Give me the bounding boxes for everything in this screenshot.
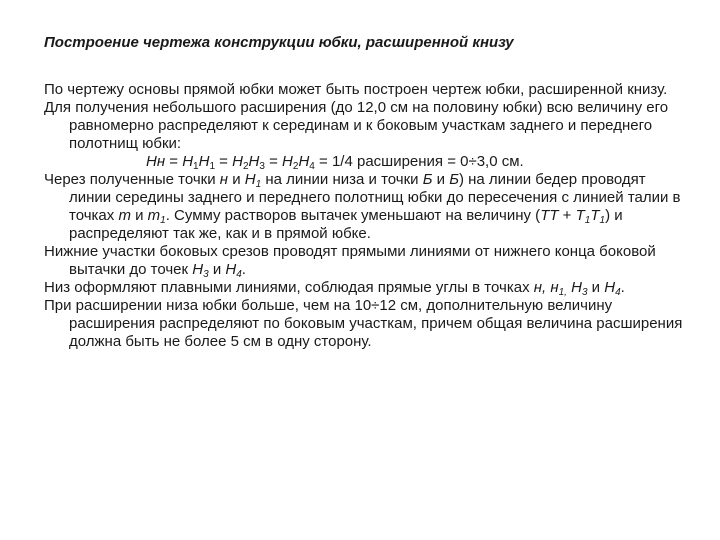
slide-body — [44, 81, 684, 351]
formula-term: Н — [298, 153, 310, 170]
point-subscript: 4 — [615, 287, 621, 298]
text-run: Низ оформляют плавными линиями, соблюдая прямые углы в точках — [44, 279, 534, 296]
text-run: . — [241, 261, 246, 278]
text-run: ) и распределяют так же, как и в прямой юбке. — [69, 207, 623, 242]
formula-term: Нн — [146, 153, 166, 170]
point-subscript: 1 — [255, 179, 262, 190]
point-label: н — [550, 279, 559, 296]
point-label: Т — [575, 207, 585, 224]
formula-sub: 2 — [242, 161, 249, 172]
point-label: т — [118, 207, 131, 224]
point-label: Н — [566, 279, 582, 296]
point-subscript: 4 — [236, 269, 242, 280]
point-subscript: 3 — [203, 269, 209, 280]
formula-sub: 4 — [309, 161, 315, 172]
text-run: ) на линии бедер проводят линии середины заднего и переднего полотнищ юбки до пересечения с линией талии в точках — [69, 171, 681, 224]
paragraph-construction-lines — [44, 171, 684, 243]
text-run: и — [432, 171, 450, 188]
formula-eq: = — [264, 153, 283, 170]
formula-eq: = — [215, 153, 233, 170]
point-label: Б — [449, 171, 459, 188]
point-label: ТТ — [540, 207, 559, 224]
text-run: на линии низа и точки — [261, 171, 423, 188]
paragraph-side-seams — [44, 243, 684, 279]
text-run: и — [587, 279, 605, 296]
text-run: . — [620, 279, 625, 296]
formula-sub: 1 — [209, 161, 216, 172]
point-subscript: 1 — [584, 215, 591, 226]
slide-title: Построение чертежа конструкции юбки, расширенной книзу — [44, 34, 514, 51]
formula-line — [44, 153, 684, 171]
point-label: Н — [192, 261, 204, 278]
formula-sub: 2 — [292, 161, 299, 172]
point-subscript: 1 — [599, 215, 606, 226]
formula-term: Н — [282, 153, 293, 170]
point-label: н — [219, 171, 229, 188]
formula-tail: = 1/4 расширения = 0÷3,0 см. — [314, 153, 524, 170]
formula-sub: 1 — [193, 161, 199, 172]
formula-eq: = — [165, 153, 183, 170]
point-subscript: 3 — [581, 287, 588, 298]
point-label: Б — [422, 171, 433, 188]
point-label: Н — [604, 279, 616, 296]
formula-term: Н — [248, 153, 260, 170]
formula-term: Н — [198, 153, 210, 170]
point-label: т — [147, 207, 161, 224]
point-label: н, — [533, 279, 547, 296]
formula-sub: 3 — [259, 161, 265, 172]
point-label: Н — [225, 261, 237, 278]
text-run: + — [558, 207, 576, 224]
point-label: Н — [244, 171, 256, 188]
formula-term: Н — [182, 153, 194, 170]
text-run: и — [130, 207, 148, 224]
point-subscript: 1 — [160, 215, 166, 226]
formula-term: Н — [232, 153, 243, 170]
text-run: Нижние участки боковых срезов проводят прямыми линиями от нижнего конца боковой вытачки до точек — [44, 243, 656, 278]
paragraph-large-flare: При расширении низа юбки больше, чем на 10÷12 см, дополнительную величину расширения распределяют по боковым участкам, причем общая величина расширения должна быть не более 5 см в одну сторону. — [44, 297, 683, 350]
text-run: . Сумму растворов вытачек уменьшают на величину ( — [165, 207, 541, 224]
text-run: и — [228, 171, 245, 188]
text-run: и — [208, 261, 226, 278]
paragraph-small-flare: Для получения небольшого расширения (до 12,0 см на половину юбки) всю величину его равномерно распределяют к серединам и к боковым участкам заднего и переднего полотнищ юбки: — [44, 99, 669, 152]
point-label: Т — [590, 207, 600, 224]
text-run: Через полученные точки — [44, 171, 220, 188]
point-subscript: 1, — [558, 287, 567, 298]
paragraph-intro: По чертежу основы прямой юбки может быть построен чертеж юбки, расширенной книзу. — [44, 81, 668, 98]
paragraph-hem-shaping — [44, 279, 684, 297]
